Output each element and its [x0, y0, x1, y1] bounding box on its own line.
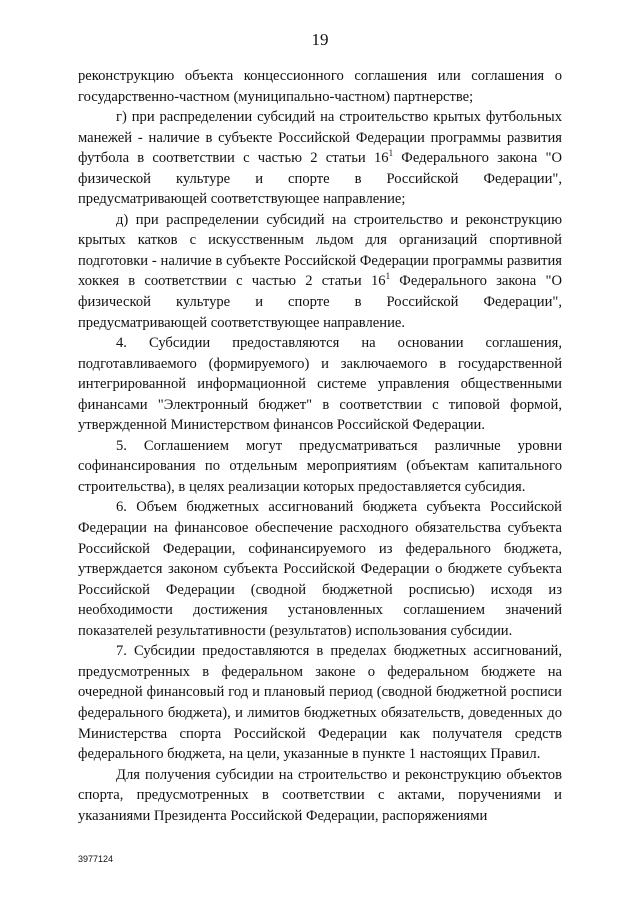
- paragraph-text: Для получения субсидии на строительство и реконструкцию объектов спорта, предусмотренных в соответствии с актами, поручениями и указаниями Президента Российской Федерации, распоряжениями: [78, 766, 562, 824]
- paragraph-text: 4. Субсидии предоставляются на основании соглашения, подготавливаемого (формируемого) и заключаемого в государственной интегрированной информационной системе управления общественными финансами "Электронный бюджет" в соответствии с типовой формой, утвержденной Министерством финансов Российской Федерации.: [78, 335, 562, 434]
- paragraph-item-g: [78, 107, 562, 210]
- paragraph-text: г) при распределении субсидий на строительство крытых футбольных манежей - наличие в субъекте Российской Федерации программы развития футбола в соответствии с частью 2 статьи 16: [78, 109, 562, 167]
- superscript: 1: [385, 271, 391, 282]
- paragraph-clause-5: [78, 436, 562, 498]
- document-body: [78, 66, 562, 826]
- paragraph-text: Федерального закона "О физической культуре и спорте в Российской Федерации", предусматривающей соответствующее направление.: [78, 273, 562, 331]
- paragraph-continuation: [78, 66, 562, 107]
- paragraph-text: 6. Объем бюджетных ассигнований бюджета субъекта Российской Федерации на финансовое обеспечение расходного обязательства субъекта Российской Федерации, софинансируемого из федерального бюджета, утверждается законом субъекта Российской Федерации о бюджете субъекта Российской Федерации (сводной бюджетной росписью) исходя из необходимости достижения установленных соглашением значений показателей результативности (результатов) использования субсидии.: [78, 499, 562, 639]
- paragraph-text: реконструкцию объекта концессионного соглашения или соглашения о государственно-частном (муниципально-частном) партнерстве;: [78, 68, 562, 105]
- superscript: 1: [388, 148, 394, 159]
- paragraph-clause-7: [78, 641, 562, 764]
- page-number: 19: [311, 30, 329, 49]
- paragraph-text: 5. Соглашением могут предусматриваться различные уровни софинансирования по отдельным мероприятиям (объектам капитального строительства), в целях реализации которых предоставляется субсидия.: [78, 437, 562, 495]
- document-code: 3977124: [78, 854, 114, 864]
- paragraph-text: 7. Субсидии предоставляются в пределах бюджетных ассигнований, предусмотренных в федеральном законе о федеральном бюджете на очередной финансовый год и плановый период (сводной бюджетной росписи федерального бюджета), и лимитов бюджетных обязательств, доведенных до Министерства спорта Российской Федерации как получателя средств федерального бюджета, на цели, указанные в пункте 1 настоящих Правил.: [78, 643, 562, 763]
- paragraph-clause-6: [78, 497, 562, 641]
- paragraph-subsidy-request: [78, 765, 562, 827]
- paragraph-text: Федерального закона "О физической культуре и спорте в Российской Федерации", предусматривающей соответствующее направление;: [78, 150, 562, 208]
- paragraph-clause-4: [78, 333, 562, 436]
- paragraph-item-d: [78, 210, 562, 333]
- paragraph-text: д) при распределении субсидий на строительство и реконструкцию крытых катков с искусственным льдом для организаций спортивной подготовки - наличие в субъекте Российской Федерации программы развития хоккея в соответствии с частью 2 статьи 16: [78, 211, 562, 290]
